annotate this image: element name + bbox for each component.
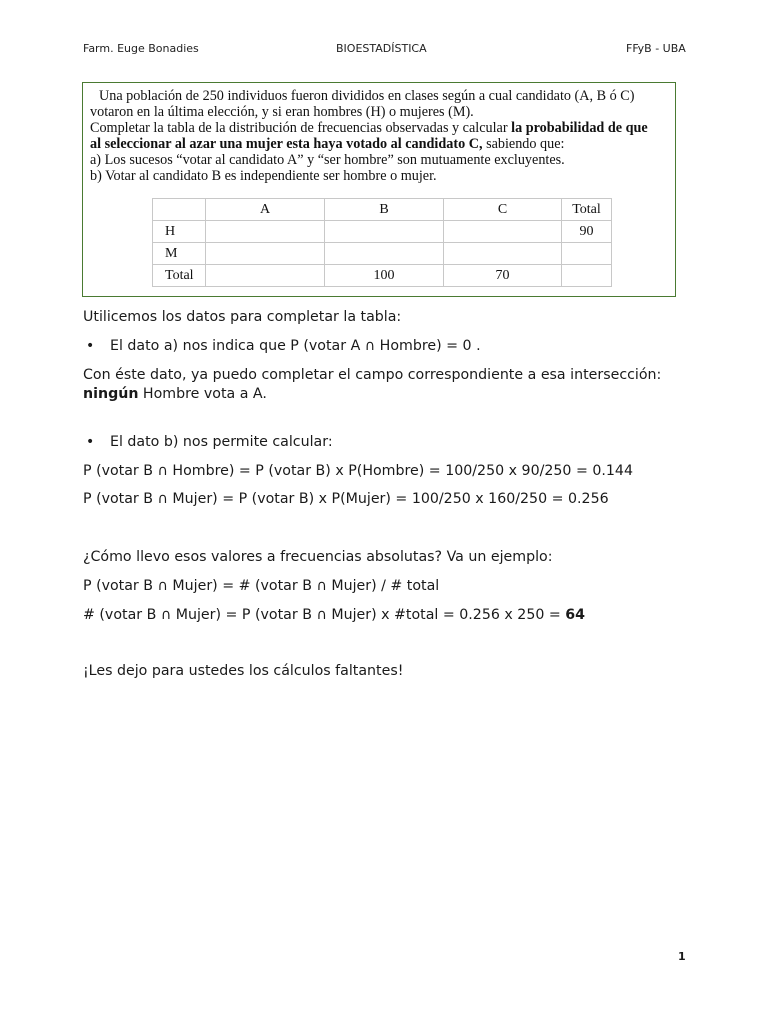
bullet-item-a: El dato a) nos indica que P (votar A ∩ Hombre) = 0 . xyxy=(110,338,481,354)
closing-paragraph: ¡Les dejo para ustedes los cálculos faltantes! xyxy=(83,663,404,679)
conclusion-emphasis: ningún xyxy=(83,386,139,402)
table-cell: 100 xyxy=(325,265,444,287)
question-paragraph: ¿Cómo llevo esos valores a frecuencias absolutas? Va un ejemplo: xyxy=(83,549,553,565)
table-cell: 90 xyxy=(562,221,612,243)
table-cell xyxy=(325,221,444,243)
table-cell xyxy=(562,243,612,265)
page-number: 1 xyxy=(678,950,686,963)
table-cell xyxy=(206,243,325,265)
bullet-item-b: El dato b) nos permite calcular: xyxy=(110,434,333,450)
bullet-marker: • xyxy=(86,434,95,450)
header-author: Farm. Euge Bonadies xyxy=(83,42,199,55)
equation-4-text: # (votar B ∩ Mujer) = P (votar B ∩ Mujer) x #total = 0.256 x 250 = xyxy=(83,607,566,623)
explanation-paragraph: Con éste dato, ya puedo completar el campo correspondiente a esa intersección: xyxy=(83,367,662,383)
problem-line-4-emphasis: al seleccionar al azar una mujer esta haya votado al candidato C, xyxy=(90,136,483,152)
header-subject: BIOESTADÍSTICA xyxy=(336,42,427,55)
table-row-label: M xyxy=(153,243,206,265)
problem-line-1: Una población de 250 individuos fueron divididos en clases según a cual candidato (A, B ó C) xyxy=(99,88,635,104)
problem-line-3 xyxy=(90,120,672,136)
table-header-cell: Total xyxy=(562,199,612,221)
table-row xyxy=(153,221,612,243)
conclusion-line xyxy=(83,386,267,402)
equation-1: P (votar B ∩ Hombre) = P (votar B) x P(Hombre) = 100/250 x 90/250 = 0.144 xyxy=(83,463,633,479)
frequency-table xyxy=(152,198,612,287)
bullet-marker: • xyxy=(86,338,95,354)
table-cell xyxy=(562,265,612,287)
equation-4 xyxy=(83,607,585,623)
problem-line-2: votaron en la última elección, y si eran hombres (H) o mujeres (M). xyxy=(90,104,474,120)
table-row xyxy=(153,243,612,265)
table-row xyxy=(153,265,612,287)
table-header-row xyxy=(153,199,612,221)
table-header-cell: B xyxy=(325,199,444,221)
equation-4-result: 64 xyxy=(565,607,586,623)
table-row-label: H xyxy=(153,221,206,243)
table-header-cell: C xyxy=(444,199,562,221)
problem-line-3-text: Completar la tabla de la distribución de frecuencias observadas y calcular xyxy=(90,120,512,136)
problem-line-5: a) Los sucesos “votar al candidato A” y “ser hombre” son mutuamente excluyentes. xyxy=(90,152,565,168)
table-cell xyxy=(325,243,444,265)
table-cell xyxy=(444,243,562,265)
problem-line-6: b) Votar al candidato B es independiente ser hombre o mujer. xyxy=(90,168,437,184)
table-header-cell xyxy=(153,199,206,221)
problem-line-4-text: sabiendo que: xyxy=(482,136,565,152)
conclusion-text: Hombre vota a A. xyxy=(138,386,267,402)
table-header-cell: A xyxy=(206,199,325,221)
table-cell xyxy=(206,221,325,243)
intro-paragraph: Utilicemos los datos para completar la tabla: xyxy=(83,309,402,325)
equation-3: P (votar B ∩ Mujer) = # (votar B ∩ Mujer) / # total xyxy=(83,578,440,594)
header-institution: FFyB - UBA xyxy=(626,42,686,55)
problem-line-4 xyxy=(90,136,672,152)
equation-2: P (votar B ∩ Mujer) = P (votar B) x P(Mujer) = 100/250 x 160/250 = 0.256 xyxy=(83,491,609,507)
table-cell: 70 xyxy=(444,265,562,287)
problem-line-3-emphasis: la probabilidad de que xyxy=(511,120,648,136)
problem-statement-text xyxy=(90,88,672,184)
table-cell xyxy=(444,221,562,243)
table-cell xyxy=(206,265,325,287)
table-row-label: Total xyxy=(153,265,206,287)
